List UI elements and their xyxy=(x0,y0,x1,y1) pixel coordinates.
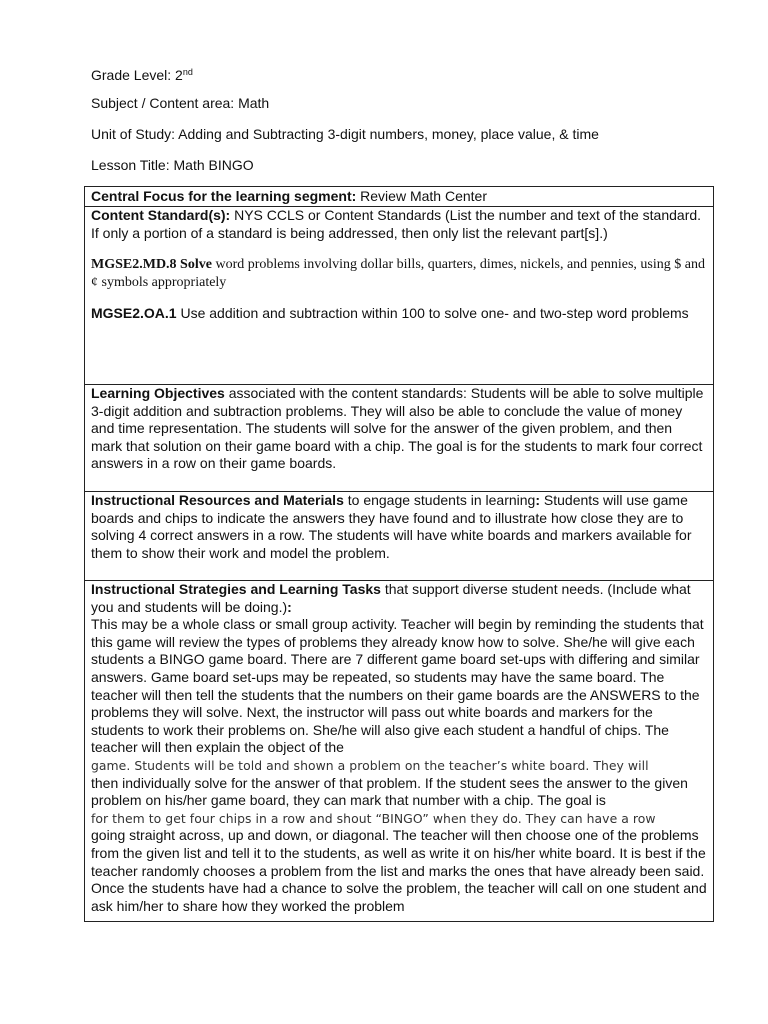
lesson-plan-table xyxy=(84,186,714,922)
grade-level-sup: nd xyxy=(182,67,193,77)
learning-objectives-label: Learning Objectives xyxy=(91,385,225,401)
resources-text: to engage students in learning xyxy=(343,492,536,508)
learning-objectives-text: associated with the content standards: Students will be able to solve multiple 3-digit addition and subtraction problems. They will also be able to conclude the value of money and time representation. The students will solve for the answer of the given problem, and then mark that solution on their game board with a chip. The goal is for the students to mark four correct answers in a row on their game boards. xyxy=(91,385,704,472)
standard-md8-code: MGSE2.MD.8 Solve xyxy=(91,257,212,273)
resources-label: Instructional Resources and Materials xyxy=(91,492,344,508)
resources-text-2: Students will use game boards and chips to indicate the answers they have found and to illustrate how close they are to solving 4 correct answers in a row. The students will have white boards and markers available for them to show their work and model the problem. xyxy=(91,492,692,561)
grade-level xyxy=(91,63,193,84)
strategies-p3: then individually solve for the answer of that problem. If the student sees the answer to the given problem on his/her game board, they can mark that number with a chip. The goal is xyxy=(91,774,688,809)
resources-row xyxy=(85,492,713,581)
central-focus-row xyxy=(85,187,713,207)
content-standards-intro xyxy=(91,207,707,242)
standard-md8-text: word problems involving dollar bills, quarters, dimes, nickels, and pennies, using $ and ¢ symbols appropriately xyxy=(91,257,705,290)
standard-md8 xyxy=(91,256,707,291)
content-standards-row xyxy=(85,207,713,385)
standard-oa1 xyxy=(91,305,707,323)
grade-level-text: Grade Level: 2 xyxy=(91,67,183,83)
strategies-row xyxy=(85,581,713,922)
strategies-colon: : xyxy=(287,598,292,615)
content-standards-text: NYS CCLS or Content Standards (List the number and text of the standard. If only a portion of a standard is being addressed, then only list the relevant part[s].) xyxy=(91,207,702,241)
resources-colon: : xyxy=(535,492,541,508)
strategies-label: Instructional Strategies and Learning Tasks xyxy=(91,581,381,597)
strategies-p4: for them to get four chips in a row and shout “BINGO” when they do. They can have a row xyxy=(91,810,656,826)
strategies-p5: going straight across, up and down, or diagonal. The teacher will then choose one of the problems from the given list and tell it to the students, as well as write it on his/her white board. It is best if the teacher randomly chooses a problem from the list and marks the ones that have already been said. Once the students have had a chance to solve the problem, the teacher will call on one student and ask him/her to share how they worked the problem xyxy=(91,827,707,914)
strategies-intro xyxy=(91,581,707,616)
lesson-title: Lesson Title: Math BINGO xyxy=(91,157,254,173)
strategies-p2: game. Students will be told and shown a problem on the teacher’s white board. They will xyxy=(91,757,649,773)
standard-oa1-code: MGSE2.OA.1 xyxy=(91,305,177,322)
central-focus-label: Central Focus for the learning segment: xyxy=(91,188,357,204)
central-focus-text: Review Math Center xyxy=(356,188,487,204)
content-standards-label: Content Standard(s): xyxy=(91,207,231,223)
subject-line: Subject / Content area: Math xyxy=(91,95,270,111)
learning-objectives-row xyxy=(85,385,713,492)
unit-of-study: Unit of Study: Adding and Subtracting 3-digit numbers, money, place value, & time xyxy=(91,126,599,142)
strategies-body xyxy=(91,616,707,915)
standard-oa1-text: Use addition and subtraction within 100 to solve one- and two-step word problems xyxy=(176,305,689,322)
strategies-text: that support diverse student needs. (Include what you and students will be doing.) xyxy=(91,581,691,615)
strategies-p1: This may be a whole class or small group activity. Teacher will begin by reminding the students that this game will review the types of problems they already know how to solve. She/he will give each students a BINGO game board. There are 7 different game board set-ups with differing and similar answers. Game board set-ups may be repeated, so students may have the same board. The teacher will then tell the students that the numbers on their game boards are the ANSWERS to the problems they will solve. Next, the instructor will pass out white boards and markers for the students to work their problems on. She/he will also give each student a handful of chips. The teacher will then explain the object of the xyxy=(91,616,704,756)
